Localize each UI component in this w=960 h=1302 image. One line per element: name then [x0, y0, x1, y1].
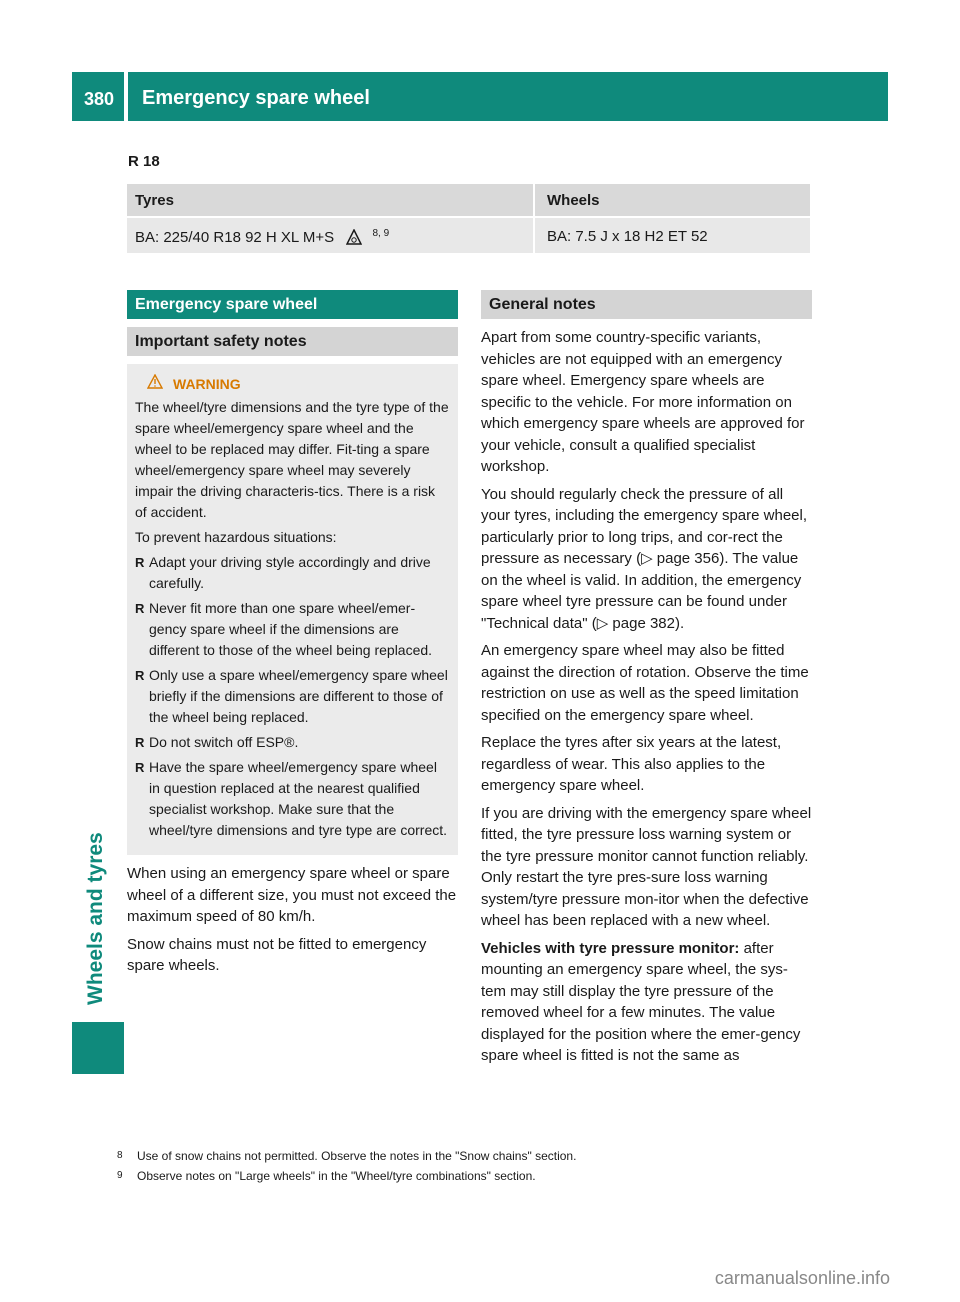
table-row: [127, 218, 810, 253]
paragraph: Apart from some country-specific variants, vehicles are not equipped with an emergency spare wheel. Emergency spare wheels are specific to the vehicle. For more information on which emergency spare wheels are approved for your vehicle, consult a qualified specialist workshop.: [481, 329, 805, 475]
snowflake-mountain-icon: [346, 229, 362, 249]
table-header-row: [127, 184, 810, 216]
bullet-text: Only use a spare wheel/emergency spare wheel briefly if the dimensions are different to those of the wheel being replaced.: [149, 667, 448, 725]
section-title-general-notes: General notes: [481, 290, 812, 319]
paragraph: [481, 938, 812, 1067]
footnote-number: 8: [117, 1150, 123, 1161]
footnote: [117, 1146, 576, 1166]
bullet-mark: R: [135, 601, 145, 616]
list-item: [135, 732, 450, 753]
left-column: [127, 290, 458, 983]
page-title: Emergency spare wheel: [142, 87, 370, 109]
footnote-text: Use of snow chains not permitted. Observe the notes in the "Snow chains" section.: [137, 1149, 577, 1163]
bullet-text: Have the spare wheel/emergency spare wheel in question replaced at the nearest qualified specialist workshop. Make sure that the wheel/tyre dimensions and tyre type are correct.: [149, 759, 448, 838]
warning-box: [127, 364, 458, 855]
list-item: [135, 552, 450, 594]
right-column: [481, 290, 812, 1073]
bullet-mark: R: [135, 555, 145, 570]
paragraph: You should regularly check the pressure of all your tyres, including the emergency spare wheel, particularly prior to long trips, and cor-rect the pressure as necessary (▷ page 356). The value on the wheel is valid. In addition, the emergency spare wheel tyre pressure can be found under "Technical data" (▷ page 382).: [481, 485, 808, 632]
left-body-text: [127, 863, 458, 977]
bullet-text: Never fit more than one spare wheel/emer-gency spare wheel if the dimensions are different to those of the wheel being replaced.: [149, 600, 433, 658]
page-number: 380: [84, 89, 115, 109]
side-tab-label: Wheels and tyres: [84, 832, 107, 1005]
speed-limit-paragraph: When using an emergency spare wheel or spare wheel of a different size, you must not exceed the maximum speed of 80 km/h.: [127, 865, 457, 925]
footnote: [117, 1166, 576, 1186]
snow-chains-paragraph: Snow chains must not be fitted to emergency spare wheels.: [127, 935, 427, 974]
list-item: [135, 665, 450, 728]
r18-heading: R 18: [128, 153, 160, 170]
tyre-value: BA: 225/40 R18 92 H XL M+S: [135, 229, 335, 246]
tpm-text: after mounting an emergency spare wheel, the sys-tem may still display the tyre pressure of the removed wheel for a few minutes. The value displayed for the position where the emer-gency spare wheel is fitted is not the same as: [481, 939, 801, 1064]
paragraph: An emergency spare wheel may also be fitted against the direction of rotation. Observe the time restriction on use as well as the speed limitation specified on the emergency spare wheel.: [481, 642, 809, 724]
header-divider: [124, 72, 128, 121]
side-tab-block: [72, 1022, 124, 1074]
bullet-text: Adapt your driving style accordingly and drive carefully.: [149, 554, 431, 591]
warning-heading: [147, 374, 450, 395]
page-header: [72, 72, 888, 121]
warning-bullet-list: [135, 552, 450, 841]
list-item: [135, 598, 450, 661]
right-body-text: [481, 327, 812, 1067]
col-header-wheels: Wheels: [533, 184, 810, 216]
section-title-emergency-spare-wheel: Emergency spare wheel: [127, 290, 458, 319]
bullet-mark: R: [135, 668, 145, 683]
tyre-wheel-table: [127, 184, 810, 253]
subsection-title-safety-notes: Important safety notes: [127, 327, 458, 356]
wheel-value: BA: 7.5 J x 18 H2 ET 52: [533, 218, 810, 253]
bullet-mark: R: [135, 735, 145, 750]
tyre-footnote-ref: 8, 9: [372, 228, 390, 239]
warning-triangle-icon: [147, 374, 163, 395]
col-header-tyres: Tyres: [135, 192, 174, 209]
tyre-cell: [127, 218, 533, 253]
side-tab-label-box: [84, 775, 114, 1005]
warning-prevent: To prevent hazardous situations:: [135, 529, 337, 545]
watermark: carmanualsonline.info: [714, 1268, 890, 1288]
bullet-mark: R: [135, 760, 145, 775]
paragraph: If you are driving with the emergency spare wheel fitted, the tyre pressure loss warning system or the tyre pressure monitor cannot function reliably. Only restart the tyre pres-sure loss warning system/tyre pressure mon-itor when the defective wheel has been replaced with a new wheel.: [481, 804, 812, 929]
warning-intro: The wheel/tyre dimensions and the tyre type of the spare wheel/emergency spare wheel and the wheel to be replaced may differ. Fit-ting a spare wheel/emergency spare wheel may severely impair the driving characteris-tics. There is a risk of accident.: [135, 399, 449, 520]
list-item: [135, 757, 450, 841]
footnote-number: 9: [117, 1170, 123, 1181]
footnote-text: Observe notes on "Large wheels" in the "Wheel/tyre combinations" section.: [137, 1169, 536, 1183]
paragraph: Replace the tyres after six years at the latest, regardless of wear. This also applies to the emergency spare wheel.: [481, 734, 782, 794]
tpm-heading: Vehicles with tyre pressure monitor:: [481, 939, 740, 957]
warning-label: WARNING: [173, 376, 241, 392]
bullet-text: Do not switch off ESP®.: [149, 734, 299, 750]
footnotes: [117, 1146, 576, 1186]
